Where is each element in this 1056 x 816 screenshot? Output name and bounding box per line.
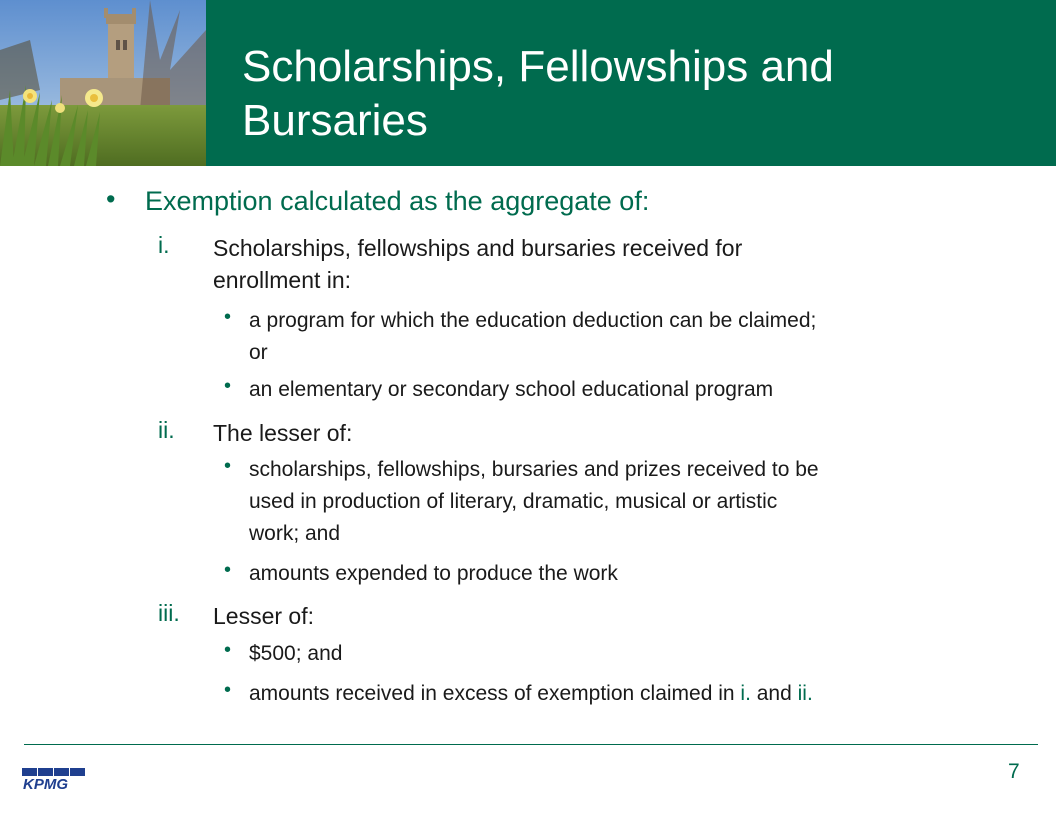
campus-photo-image — [0, 0, 206, 166]
sub-bullet-marker: • — [224, 375, 232, 397]
sub-item-text: used in production of literary, dramatic, musical or artistic — [249, 490, 778, 513]
sub-item-text: $500; and — [249, 642, 343, 665]
campus-photo — [0, 0, 206, 166]
sub-item-text-prefix: amounts received in excess of exemption claimed in — [249, 682, 741, 705]
sub-item-text: a program for which the education deduction can be claimed; — [249, 309, 817, 332]
item-text: The lesser of: — [213, 420, 353, 446]
item-text: Lesser of: — [213, 603, 314, 629]
sub-item-text-middle: and — [750, 682, 798, 705]
bullet-marker: • — [106, 184, 116, 214]
sub-bullet-marker: • — [224, 559, 232, 581]
sub-item-text: amounts expended to produce the work — [249, 562, 618, 585]
kpmg-logo — [22, 768, 88, 792]
item-numeral: ii. — [158, 417, 175, 443]
item-numeral: i. — [158, 232, 170, 258]
page-number: 7 — [1008, 760, 1020, 783]
reference-ii: ii. — [797, 682, 813, 705]
kpmg-logo-text: KPMG — [23, 776, 68, 792]
sub-bullet-marker: • — [224, 455, 232, 477]
slide-title: Scholarships, Fellowships and Bursaries — [242, 42, 834, 145]
sub-item-text: an elementary or secondary school educational program — [249, 378, 774, 401]
sub-bullet-marker: • — [224, 639, 232, 661]
item-text: Scholarships, fellowships and bursaries received for — [213, 235, 743, 261]
main-bullet-text: Exemption calculated as the aggregate of: — [145, 186, 650, 216]
sub-item-text: scholarships, fellowships, bursaries and prizes received to be — [249, 458, 819, 481]
sub-item-text: or — [249, 341, 268, 364]
title-bar — [206, 0, 1056, 166]
sub-bullet-marker: • — [224, 679, 232, 701]
item-text: enrollment in: — [213, 267, 352, 293]
reference-i: i. — [740, 682, 751, 705]
kpmg-logo-mark — [22, 768, 88, 792]
sub-item-text — [249, 678, 989, 710]
footer-divider — [24, 744, 1038, 745]
sub-bullet-marker: • — [224, 306, 232, 328]
item-numeral: iii. — [158, 600, 180, 626]
sub-item-text: work; and — [249, 522, 341, 545]
